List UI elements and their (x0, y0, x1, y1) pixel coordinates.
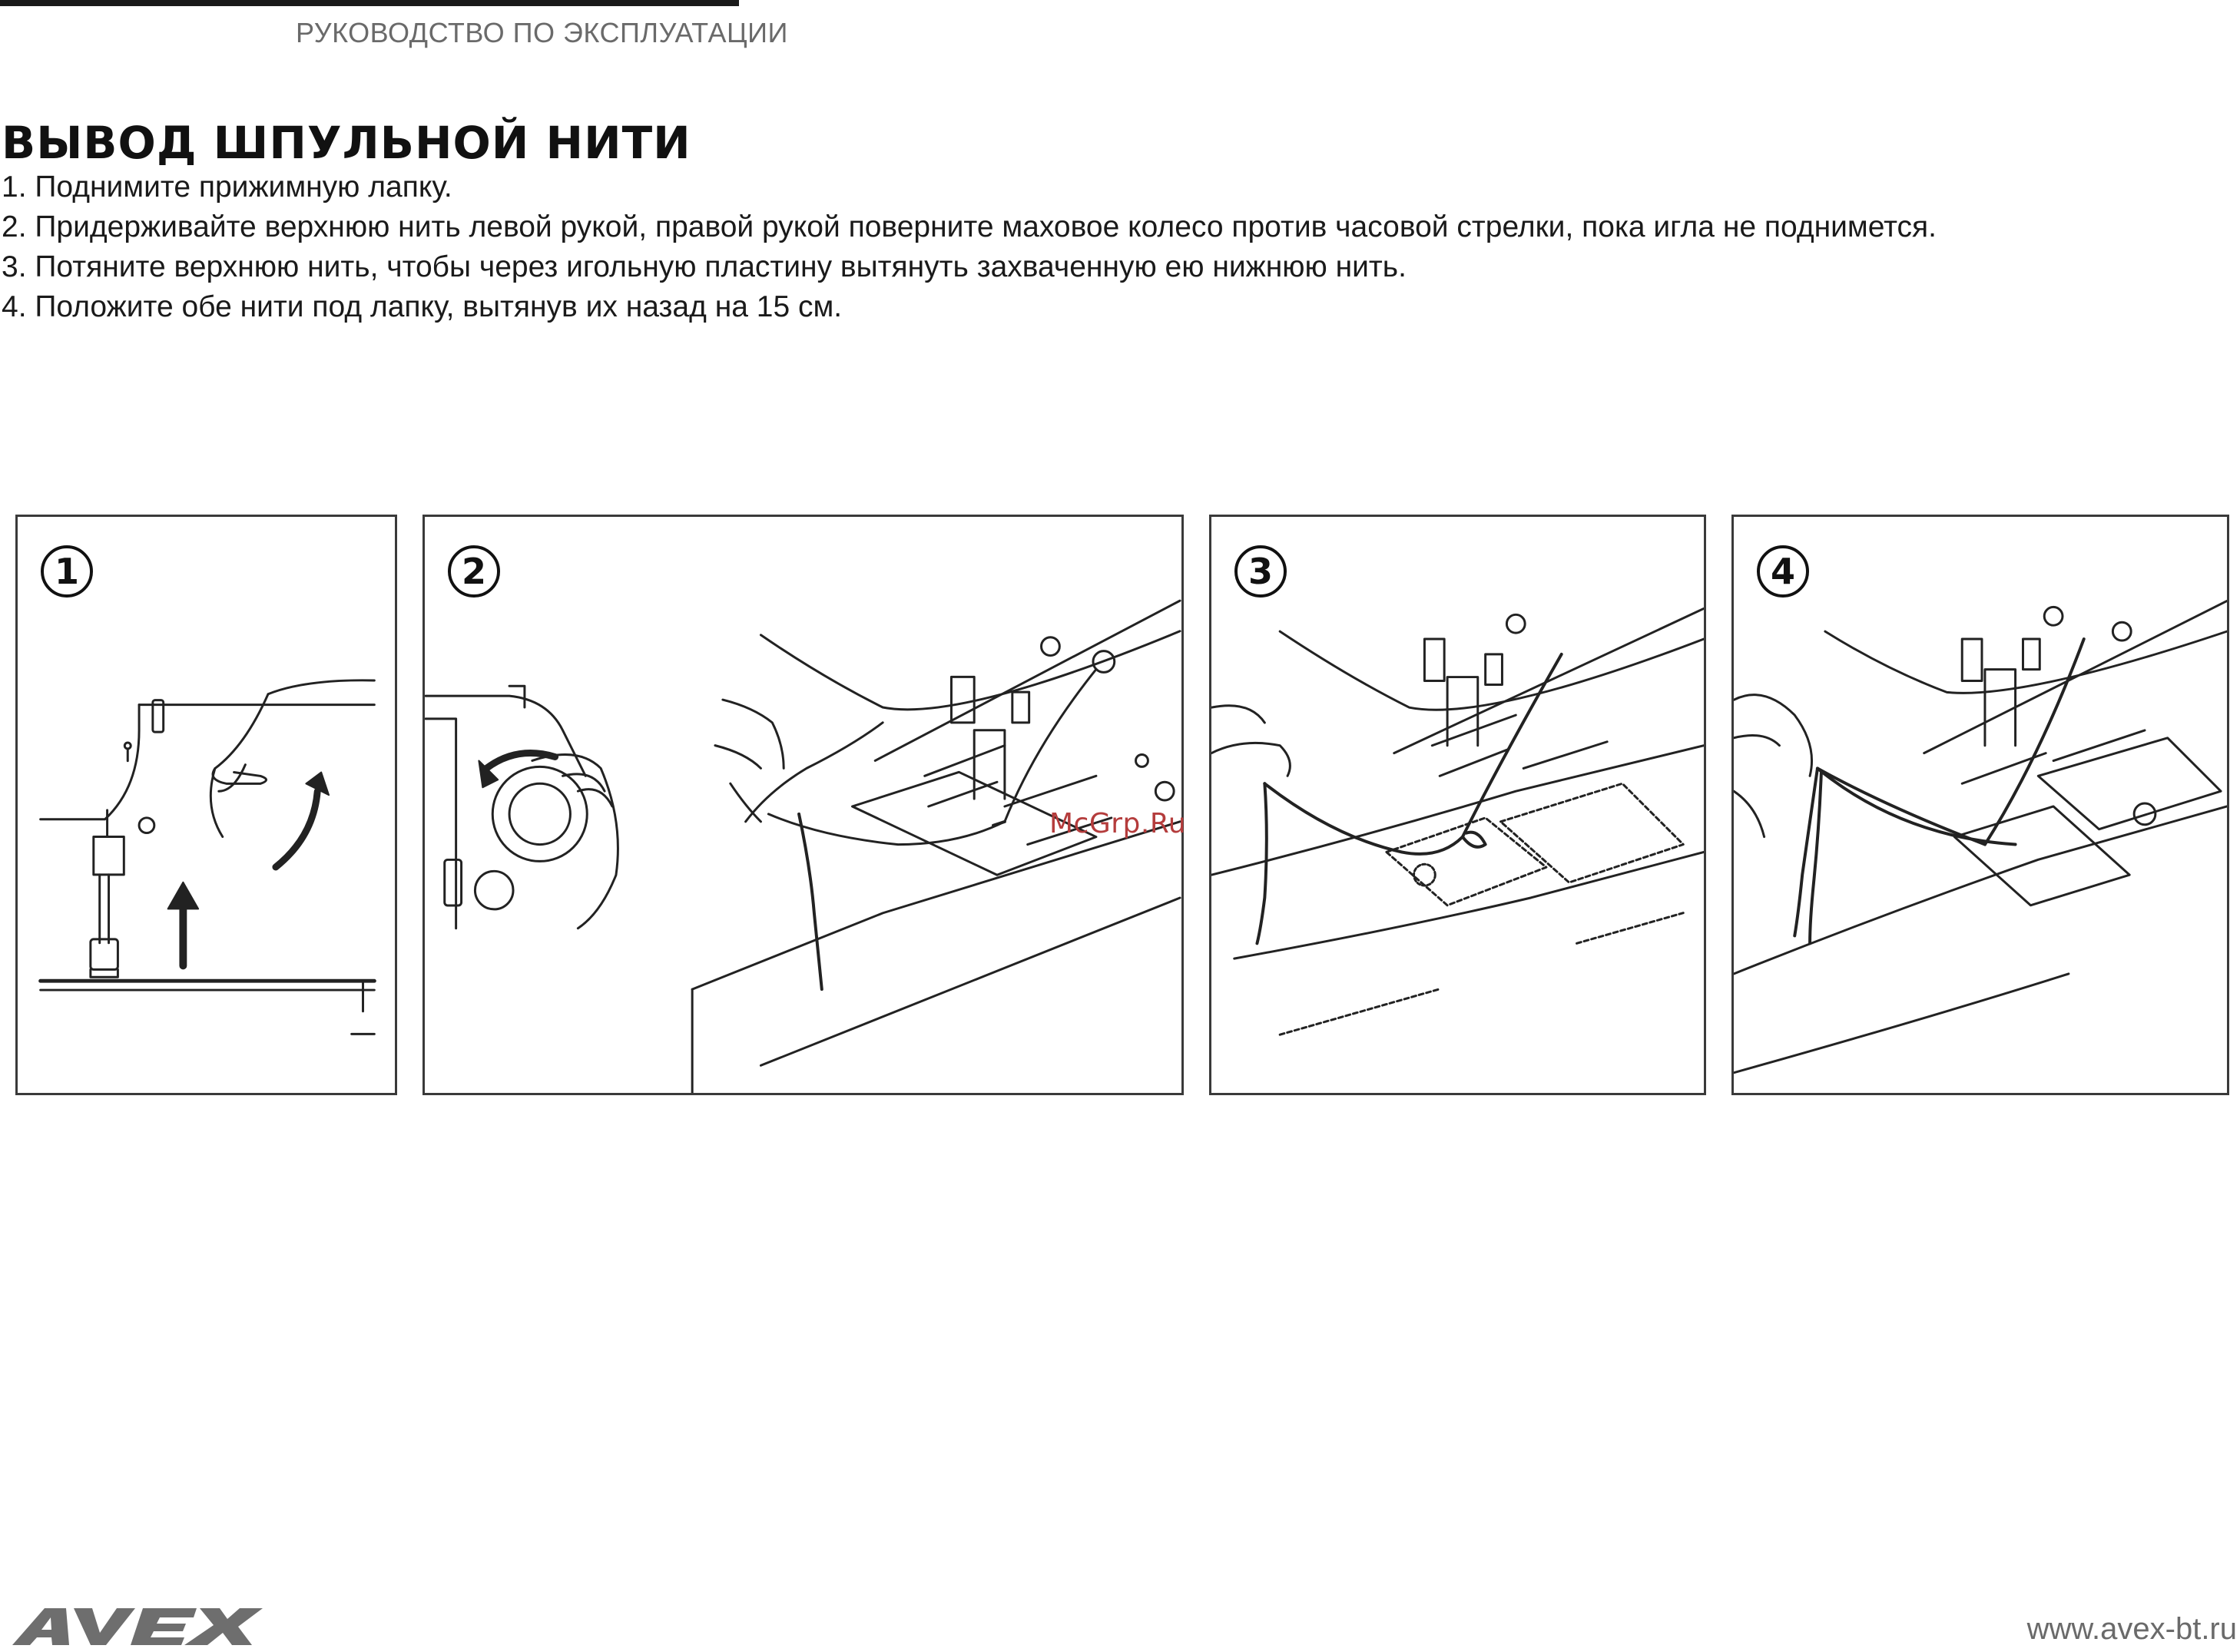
figure-2 (422, 515, 1187, 1095)
step-1: 1. Поднимите прижимную лапку. (2, 170, 452, 204)
footer-url[interactable]: www.avex-bt.ru (2026, 1612, 2237, 1646)
figure-1-number: 1 (41, 545, 93, 598)
figure-4-number: 4 (1757, 545, 1809, 598)
step-2: 2. Придерживайте верхнюю нить левой рукой, правой рукой поверните маховое колесо против часовой стрелки, пока игла не поднимется. (2, 210, 1937, 243)
step-4: 4. Положите обе нити под лапку, вытянув их назад на 15 см. (2, 290, 843, 323)
pull-bobbin-thread-illustration (1211, 517, 1704, 1093)
presser-foot-lift-illustration (18, 517, 395, 1093)
header-title: РУКОВОДСТВО ПО ЭКСПЛУАТАЦИИ (296, 17, 788, 48)
instruction-steps (2, 167, 2076, 327)
figure-1 (15, 515, 397, 1095)
handwheel-turn-illustration (425, 517, 1181, 1093)
step-3: 3. Потяните верхнюю нить, чтобы через игольную пластину вытянуть захваченную ею нижнюю нить. (2, 250, 1407, 283)
figure-2-number: 2 (448, 545, 500, 598)
figure-4 (1731, 515, 2229, 1095)
avex-logo (5, 1605, 266, 1648)
header-rule (0, 0, 739, 6)
threads-under-foot-illustration (1734, 517, 2227, 1093)
section-title: ВЫВОД ШПУЛЬНОЙ НИТИ (2, 117, 691, 169)
figure-3 (1209, 515, 1706, 1095)
figure-3-number: 3 (1234, 545, 1287, 598)
watermark: McGrp.Ru (1049, 808, 1187, 839)
